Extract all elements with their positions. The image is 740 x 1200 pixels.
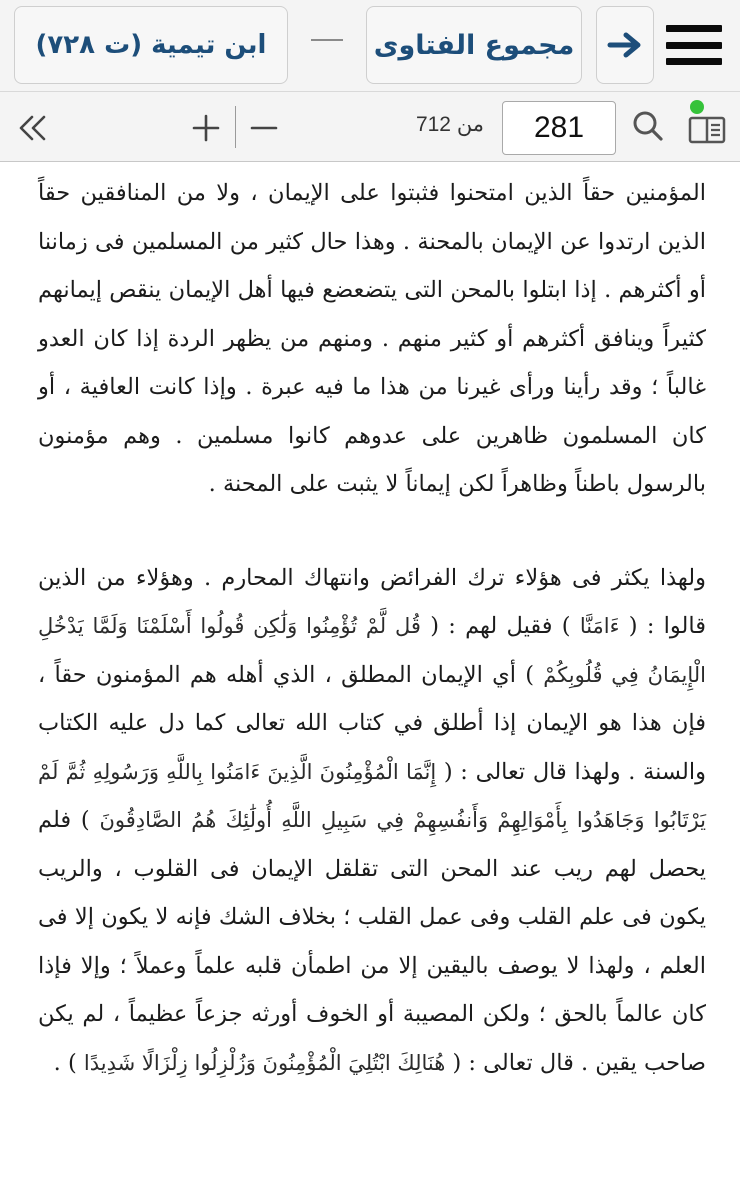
reader-toolbar xyxy=(0,92,740,162)
search-icon xyxy=(628,106,668,146)
search-button[interactable] xyxy=(628,106,668,146)
paragraph-text: ) فلم يحصل لهم ريب عند المحن التى تقلقل الإيمان فى القلوب ، والريب يكون فى علم القلب وفى عمل القلب ؛ بخلاف الشك فإنه لا يكون إلا فى العلم ، ولهذا لا يوصف باليقين إلا من اطمأن قلبه علماً وعملاً ؛ وإلا فإذا كان عالماً بالحق ؛ ولكن المصيبة أو الخوف أورثه جزعاً عظيماً ، لم يكن صاحب يقين . قال تعالى : ( xyxy=(38,807,706,1076)
menu-button[interactable] xyxy=(654,6,734,84)
page-total: من 712 xyxy=(415,113,485,136)
author-name: ابن تيمية (ت ٧٢٨) xyxy=(35,30,267,60)
zoom-out-button[interactable] xyxy=(244,108,284,148)
quran-verse: هُنَالِكَ ابْتُلِيَ الْمُؤْمِنُونَ وَزُلْزِلُوا زِلْزَالًا شَدِيدًا xyxy=(83,1050,446,1075)
author-button[interactable] xyxy=(14,6,288,84)
quran-verse: إِنَّمَا الْمُؤْمِنُونَ الَّذِينَ ءَامَنُوا بِاللَّهِ وَرَسُولِهِ ثُمَّ لَمْ يَرْتَابُوا وَجَاهَدُوا بِأَمْوَالِهِمْ وَأَنفُسِهِمْ فِي سَبِيلِ اللَّهِ أُولَٰئِكَ هُمُ الصَّادِقُونَ xyxy=(38,759,707,832)
paragraph-text: ) فقيل لهم : ( xyxy=(430,613,571,639)
paragraph-text: ) . xyxy=(53,1049,77,1076)
paragraph: المؤمنين حقاً الذين امتحنوا فثبتوا على الإيمان ، ولا من المنافقين حقاً الذين ارتدوا عن الإيمان بالمحنة . وهذا حال كثير من المسلمين فى زماننا أو أكثرهم . إذا ابتلوا بالمحن التى يتضعضع فيها أهل الإيمان ينقص إيمانهم كثيراً وينافق أكثرهم أو كثير منهم . ومنهم من يظهر الردة إذا كان العدو غالباً ؛ وقد رأينا ورأى غيرنا من هذا ما فيه عبرة . وإذا كانت العافية ، أو كان المسلمون ظاهرين على عدوهم كانوا مسلمين . وهم مؤمنون بالرسول باطناً وظاهراً لكن إيماناً لا يثبت على المحنة . xyxy=(38,180,706,497)
quran-verse: قُل لَّمْ تُؤْمِنُوا وَلَٰكِن قُولُوا أَسْلَمْنَا وَلَمَّا يَدْخُلِ الْإِيمَانُ فِي قُلُوبِكُمْ xyxy=(38,614,707,687)
book-title: مجموع الفتاوى xyxy=(373,29,575,61)
paragraph xyxy=(38,554,706,1088)
paragraph-text: ) أي الإيمان المطلق ، الذي أهله هم المؤمنون حقاً ، فإن هذا هو الإيمان إذا أطلق في كتاب الله تعالى كما دل عليه الكتاب والسنة . ولهذا قال تعالى : ( xyxy=(38,661,707,785)
status-dot xyxy=(690,100,704,114)
zoom-in-button[interactable] xyxy=(186,108,226,148)
double-chevron-left-icon xyxy=(12,108,56,148)
plus-icon xyxy=(186,108,226,148)
top-header xyxy=(0,0,740,92)
minus-icon xyxy=(244,108,284,148)
page-number-input[interactable] xyxy=(502,101,616,155)
book-page-content xyxy=(0,163,740,1200)
back-button[interactable] xyxy=(596,6,654,84)
hamburger-menu-icon xyxy=(666,25,722,65)
header-separator xyxy=(311,39,343,41)
zoom-divider xyxy=(235,106,236,148)
paragraph-text: ولهذا يكثر فى هؤلاء ترك الفرائض وانتهاك المحارم . وهؤلاء من الذين قالوا : ( xyxy=(38,564,706,639)
book-title-button[interactable] xyxy=(366,6,582,84)
expand-button[interactable] xyxy=(12,108,56,148)
arrow-right-icon xyxy=(607,31,643,59)
quran-verse: ءَامَنَّا xyxy=(579,614,620,638)
